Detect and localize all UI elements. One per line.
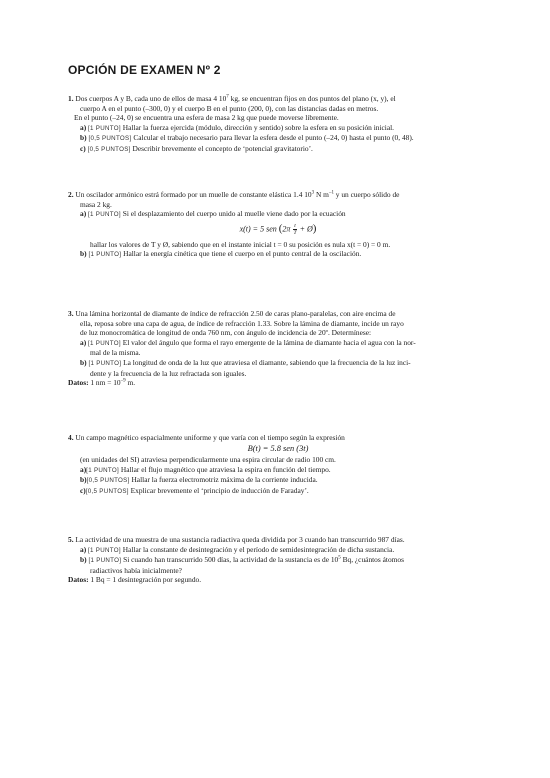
q1-part-a: a) [1 PUNTO] Hallar la fuerza ejercida (módulo, dirección y sentido) sobre la esfera en su posición inicial. xyxy=(80,122,395,132)
q4-line-2: (en unidades del SI) atraviesa perpendicularmente una espira circular de radio 100 cm. xyxy=(80,455,336,465)
q4-line-1: 4. Un campo magnético espacialmente uniforme y que varía con el tiempo según la expresión xyxy=(68,433,345,442)
question-1 xyxy=(68,94,488,155)
q3-part-a-cont: mal de la misma. xyxy=(90,348,141,358)
q1-part-b: b) [0,5 PUNTOS] Calcular el trabajo necesario para llevar la esfera desde el punto (–24, 0) hasta el punto (0, 48). xyxy=(80,133,414,143)
q2-formula: x(t) = 5 sen (2π $\frac{t}{T}$ + Ø) xyxy=(239,222,317,236)
q5-part-a: a) [1 PUNTO] Hallar la constante de desintegración y el período de semidesintegración de dicha sustancia. xyxy=(80,544,395,554)
exam-title: OPCIÓN DE EXAMEN Nº 2 xyxy=(68,63,221,77)
q5-part-b-cont: radiactivos había inicialmente? xyxy=(90,565,182,575)
q4-part-c: c)[0,5 PUNTOS] Explicar brevemente el ‘principio de inducción de Faraday’. xyxy=(80,485,309,495)
q1-part-c: c) [0,5 PUNTOS] Describir brevemente el concepto de ‘potencial gravitatorio’. xyxy=(80,143,313,153)
question-5 xyxy=(68,535,488,585)
q5-line-1: 5. La actividad de una muestra de una sustancia radiactiva queda dividida por 3 cuando han transcurrido 987 días. xyxy=(68,535,405,544)
q1-line-1: 1. Dos cuerpos A y B, cada uno de ellos de masa 4 $10^7$ kg, se encuentran fijos en dos puntos del plano (x, y), el xyxy=(68,94,396,103)
q2-part-a-cont: hallar los valores de T y Ø, sabiendo que en el instante inicial t = 0 su posición es nula x(t = 0) = 0 m. xyxy=(90,239,391,249)
question-2 xyxy=(68,190,488,260)
question-3 xyxy=(68,309,488,388)
q4-part-a: a)[1 PUNTO] Hallar el flujo magnético que atraviesa la espira en función del tiempo. xyxy=(80,464,331,474)
q2-line-2: masa 2 kg. xyxy=(80,199,112,209)
q3-line-1: 3. Una lámina horizontal de diamante de índice de refracción 2.50 de caras plano-paralelas, con aire encima de xyxy=(68,309,396,318)
q3-part-b-cont: dente y la frecuencia de la luz refractada son iguales. xyxy=(90,368,247,378)
q2-fraction: $\frac{t}{T}$ xyxy=(293,222,297,236)
q2-part-a: a) [1 PUNTO] Si el desplazamiento del cuerpo unido al muelle viene dado por la ecuación xyxy=(80,209,346,219)
q3-part-a: a) [1 PUNTO] El valor del ángulo que forma el rayo emergente de la lámina de diamante hacia el agua con la nor- xyxy=(80,337,416,347)
q1-line-3: En el punto (–24, 0) se encuentra una esfera de masa 2 kg que puede moverse libremente. xyxy=(74,113,339,123)
q1-line-2: cuerpo A en el punto (–300, 0) y el cuerpo B en el punto (200, 0), con las distancias dadas en metros. xyxy=(80,103,379,113)
question-4 xyxy=(68,433,488,497)
q5-datos: Datos: 1 Bq = 1 desintegración por segundo. xyxy=(68,575,202,585)
q5-part-b: b) [1 PUNTO] Si cuando han transcurrido 500 días, la actividad de la sustancia es de $10^5$ Bq, ¿cuántos átomos xyxy=(80,555,404,565)
q3-datos: Datos: 1 nm = $10^{-9}$ m. xyxy=(68,378,136,388)
q3-part-b: b) [1 PUNTO] La longitud de onda de la luz que atraviesa el diamante, sabiendo que la frecuencia de la luz inci- xyxy=(80,357,411,367)
q2-part-b: b) [1 PUNTO] Hallar la energía cinética que tiene el cuerpo en el punto central de la oscilación. xyxy=(80,249,362,259)
q3-line-2: ella, reposa sobre una capa de agua, de índice de refracción 1.33. Sobre la lámina de diamante, incide un rayo xyxy=(80,318,404,328)
q4-part-b: b)[0,5 PUNTOS] Hallar la fuerza electromotriz máxima de la corriente inducida. xyxy=(80,475,318,485)
q2-line-1: 2. Un oscilador armónico estrá formado por un muelle de constante elástica 1.4 $10^3$ N $m^{-1}$ y un cuerpo sólido de xyxy=(68,190,400,199)
q3-line-3: de luz monocromática de longitud de onda 760 nm, con ángulo de incidencia de 20º. Determínese: xyxy=(80,328,372,338)
q4-formula: B(t) = 5.8 sen (3t) xyxy=(247,443,309,453)
